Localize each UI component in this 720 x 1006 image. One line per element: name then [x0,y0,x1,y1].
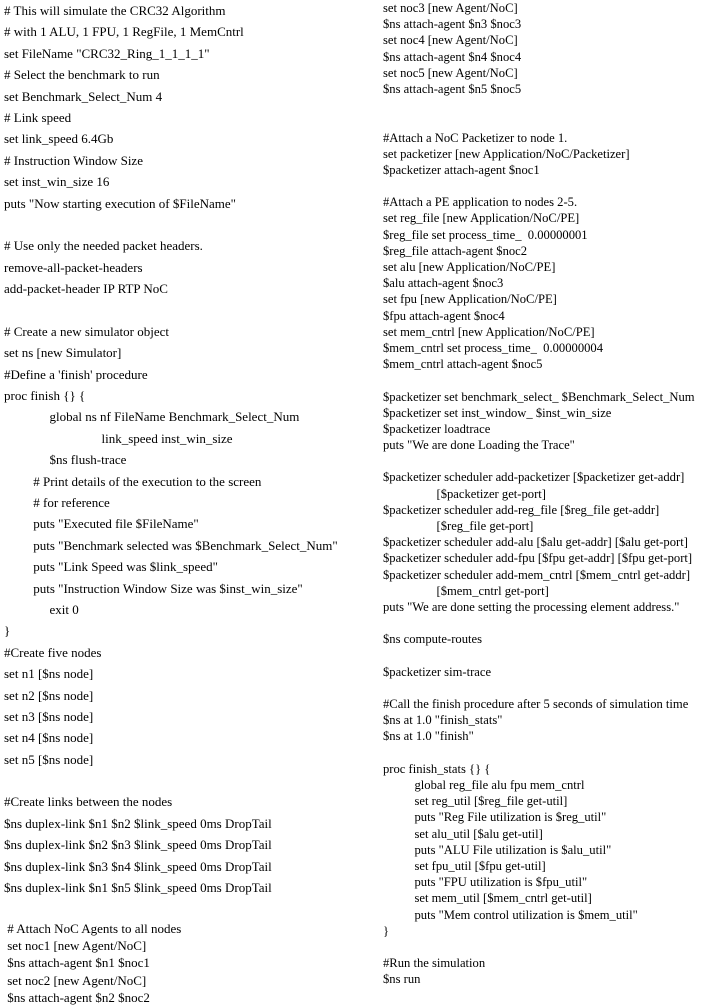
code-line: $ns compute-routes [383,632,482,647]
code-line: proc finish_stats {} { [383,761,491,776]
code-line: $ns duplex-link $n1 $n2 $link_speed 0ms DropTail [4,815,272,831]
code-line: exit 0 [4,601,79,617]
code-line: puts "Link Speed was $link_speed" [4,559,218,575]
code-line: set ns [new Simulator] [4,345,122,361]
code-line: #Define a 'finish' procedure [4,366,148,382]
left-code-column [4,0,374,1006]
code-line: puts "Executed file $FileName" [4,516,199,532]
code-line: set mem_cntrl [new Application/NoC/PE] [383,324,595,339]
code-line: $ns at 1.0 "finish" [383,729,474,744]
code-line: set noc1 [new Agent/NoC] [4,938,147,954]
code-line: # Create a new simulator object [4,323,169,339]
code-line: global ns nf FileName Benchmark_Select_Num [4,409,300,425]
code-line: $packetizer scheduler add-mem_cntrl [$mem_cntrl get-addr] [383,567,691,582]
code-line: set noc2 [new Agent/NoC] [4,972,147,988]
code-line: puts "ALU File utilization is $alu_util" [383,842,612,857]
code-line: $packetizer set benchmark_select_ $Benchmark_Select_Num [383,389,695,404]
code-line: [$mem_cntrl get-port] [383,583,549,598]
code-line: #Attach a NoC Packetizer to node 1. [383,130,568,145]
code-line: $ns attach-agent $n4 $noc4 [383,49,522,64]
code-line: set packetizer [new Application/NoC/Packetizer] [383,146,630,161]
code-line: puts "Now starting execution of $FileName" [4,195,236,211]
code-line: # for reference [4,494,110,510]
code-line: [$packetizer get-port] [383,486,546,501]
code-line: set noc5 [new Agent/NoC] [383,65,518,80]
code-line: # Use only the needed packet headers. [4,238,203,254]
code-line: puts "Reg File utilization is $reg_util" [383,810,607,825]
code-line: set Benchmark_Select_Num 4 [4,88,163,104]
code-line: $ns duplex-link $n1 $n5 $link_speed 0ms DropTail [4,880,272,896]
code-line: $mem_cntrl attach-agent $noc5 [383,357,543,372]
code-line: #Attach a PE application to nodes 2-5. [383,195,578,210]
code-line: #Run the simulation [383,956,486,971]
code-line: } [4,623,11,639]
code-line: $packetizer scheduler add-packetizer [$packetizer get-addr] [383,470,685,485]
code-line [383,453,718,469]
code-line: set n5 [$ns node] [4,751,94,767]
code-line: $packetizer scheduler add-fpu [$fpu get-addr] [$fpu get-port] [383,551,693,566]
code-line: puts "Instruction Window Size was $inst_win_size" [4,580,303,596]
code-line [4,898,374,919]
code-line: set inst_win_size 16 [4,174,110,190]
code-line: # Instruction Window Size [4,152,143,168]
code-line: puts "Mem control utilization is $mem_util" [383,907,638,922]
code-line [383,97,718,113]
code-line: puts "We are done setting the processing element address." [383,599,680,614]
right-code-column [383,0,718,987]
code-line: [$reg_file get-port] [383,519,534,533]
code-line: $ns attach-agent $n2 $noc2 [4,989,150,1005]
code-line: #Create links between the nodes [4,794,173,810]
code-line [4,770,374,791]
code-line [383,939,718,955]
code-line: set noc3 [new Agent/NoC] [383,1,518,15]
code-line: link_speed inst_win_size [4,430,233,446]
code-line: # Link speed [4,109,72,125]
code-line: $packetizer loadtrace [383,421,491,436]
code-line: set fpu_util [$fpu get-util] [383,858,546,873]
code-line: $packetizer sim-trace [383,664,492,679]
code-line: add-packet-header IP RTP NoC [4,281,168,297]
code-line: puts "We are done Loading the Trace" [383,438,575,453]
code-line: $ns flush-trace [4,452,127,468]
code-line: #Call the finish procedure after 5 seconds of simulation time [383,697,689,712]
code-line [383,615,718,631]
code-line: $alu attach-agent $noc3 [383,276,504,291]
code-line: $ns duplex-link $n3 $n4 $link_speed 0ms DropTail [4,858,272,874]
code-line: set FileName "CRC32_Ring_1_1_1_1" [4,45,210,61]
code-line: set n3 [$ns node] [4,708,94,724]
code-line: # This will simulate the CRC32 Algorithm [4,3,226,18]
code-line: set mem_util [$mem_cntrl get-util] [383,891,592,906]
code-line: set link_speed 6.4Gb [4,131,114,147]
code-line: remove-all-packet-headers [4,259,143,275]
code-line: $packetizer scheduler add-alu [$alu get-addr] [$alu get-port] [383,535,688,550]
code-line [4,214,374,235]
code-line: # Attach NoC Agents to all nodes [4,920,182,936]
code-line: $mem_cntrl set process_time_ 0.00000004 [383,340,604,355]
code-line: $packetizer set inst_window_ $inst_win_size [383,405,612,420]
code-line: $reg_file attach-agent $noc2 [383,243,528,258]
code-line: $ns attach-agent $n5 $noc5 [383,81,522,96]
code-line: set alu_util [$alu get-util] [383,826,543,841]
code-line: $fpu attach-agent $noc4 [383,308,505,323]
code-line: $packetizer scheduler add-reg_file [$reg_file get-addr] [383,502,660,517]
code-line: set n4 [$ns node] [4,730,94,746]
code-line: set reg_file [new Application/NoC/PE] [383,211,580,226]
code-line: puts "Benchmark selected was $Benchmark_Select_Num" [4,537,338,553]
code-line: $ns attach-agent $n3 $noc3 [383,17,522,32]
code-line: set n2 [$ns node] [4,687,94,703]
code-line: set fpu [new Application/NoC/PE] [383,292,557,307]
code-line: $reg_file set process_time_ 0.00000001 [383,227,588,242]
code-line: proc finish {} { [4,388,86,404]
code-line: # with 1 ALU, 1 FPU, 1 RegFile, 1 MemCntrl [4,24,244,40]
code-line: set noc4 [new Agent/NoC] [383,33,518,48]
code-line: $ns run [383,972,421,987]
code-line [4,299,374,320]
code-line [383,680,718,696]
code-line: $ns attach-agent $n1 $noc1 [4,955,150,971]
code-line: global reg_file alu fpu mem_cntrl [383,778,585,792]
code-line: set alu [new Application/NoC/PE] [383,260,556,274]
code-line: # Print details of the execution to the screen [4,473,262,489]
code-line [383,178,718,194]
code-line [383,745,718,761]
code-line: #Create five nodes [4,644,102,660]
code-line: # Select the benchmark to run [4,67,160,83]
code-line: } [383,923,390,938]
code-line [383,113,718,129]
code-line: puts "FPU utilization is $fpu_util" [383,875,588,890]
code-line: $ns duplex-link $n2 $n3 $link_speed 0ms DropTail [4,837,272,853]
code-line: $packetizer attach-agent $noc1 [383,162,540,177]
code-line: set n1 [$ns node] [4,666,94,682]
code-line [383,372,718,388]
code-line [383,648,718,664]
code-line: set reg_util [$reg_file get-util] [383,794,568,809]
code-line: $ns at 1.0 "finish_stats" [383,713,503,728]
